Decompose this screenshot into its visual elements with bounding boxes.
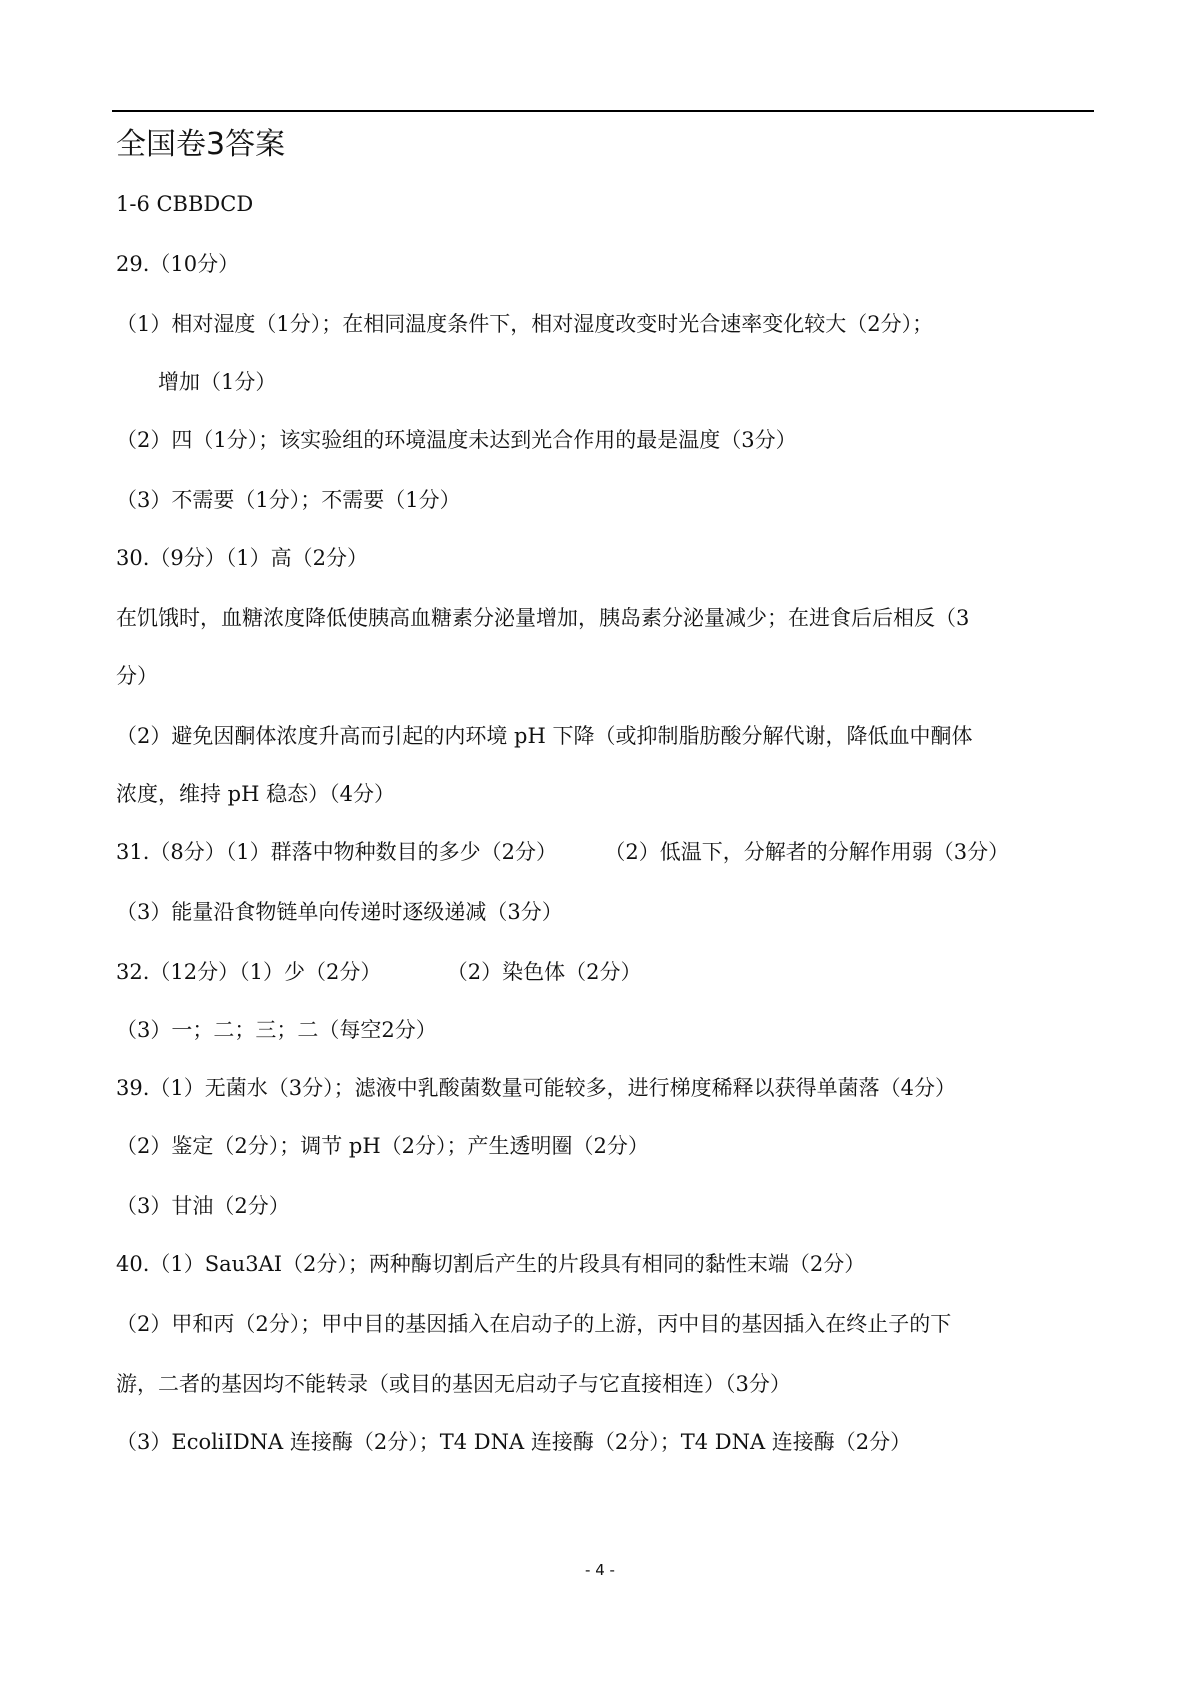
answer-line-32-1-2 — [116, 958, 641, 986]
answer-line-29-heading: 29.（10分） — [116, 252, 240, 276]
answer-line-30-1-score: 分） — [116, 664, 158, 688]
answer-line-30-1: 30.（9分）（1）高（2分） — [116, 546, 368, 570]
answer-line-39-3: （3）甘油（2分） — [116, 1194, 290, 1218]
answer-line-40-2a: （2）甲和丙（2分）；甲中目的基因插入在启动子的上游，丙中目的基因插入在终止子的下 — [116, 1312, 952, 1336]
answer-line-30-1-explanation: 在饥饿时，血糖浓度降低使胰高血糖素分泌量增加，胰岛素分泌量减少；在进食后后相反（3 — [116, 606, 970, 630]
answer-32-part-2: （2）染色体（2分） — [446, 960, 642, 984]
answer-line-29-2: （2）四（1分）；该实验组的环境温度未达到光合作用的最是温度（3分） — [116, 428, 797, 452]
answer-line-39-1: 39.（1）无菌水（3分）；滤液中乳酸菌数量可能较多，进行梯度稀释以获得单菌落（4分） — [116, 1076, 956, 1100]
page-title: 全国卷3答案 — [116, 127, 286, 162]
answer-31-part-2: （2）低温下，分解者的分解作用弱（3分） — [604, 840, 1010, 864]
answer-line-40-1: 40.（1）Sau3AⅠ（2分）；两种酶切割后产生的片段具有相同的黏性末端（2分） — [116, 1252, 866, 1276]
answer-line-31-3: （3）能量沿食物链单向传递时逐级递减（3分） — [116, 900, 563, 924]
answer-line-29-1b: 增加（1分） — [158, 370, 277, 394]
answer-line-32-3: （3）一；二；三；二（每空2分） — [116, 1018, 437, 1042]
answer-32-part-1: 32.（12分）（1）少（2分） — [116, 960, 382, 984]
top-divider — [112, 110, 1094, 112]
answer-line-31-1-2 — [116, 838, 1009, 866]
page-number: - 4 - — [585, 1561, 615, 1579]
answer-line-1-6: 1-6 CBBDCD — [116, 192, 254, 216]
answer-line-29-1a: （1）相对湿度（1分）；在相同温度条件下，相对湿度改变时光合速率变化较大（2分）； — [116, 312, 934, 336]
answer-line-30-2a: （2）避免因酮体浓度升高而引起的内环境 pH 下降（或抑制脂肪酸分解代谢，降低血中酮体 — [116, 724, 973, 748]
answer-line-40-3: （3）EcoliⅠDNA 连接酶（2分）；T4 DNA 连接酶（2分）；T4 DNA 连接酶（2分） — [116, 1430, 912, 1454]
answer-line-40-2b: 游，二者的基因均不能转录（或目的基因无启动子与它直接相连）（3分） — [116, 1372, 791, 1396]
answer-31-part-1: 31.（8分）（1）群落中物种数目的多少（2分） — [116, 840, 557, 864]
answer-line-29-3: （3）不需要（1分）；不需要（1分） — [116, 488, 461, 512]
answer-line-39-2: （2）鉴定（2分）；调节 pH（2分）；产生透明圈（2分） — [116, 1134, 649, 1158]
answer-line-30-2b: 浓度，维持 pH 稳态）（4分） — [116, 782, 395, 806]
